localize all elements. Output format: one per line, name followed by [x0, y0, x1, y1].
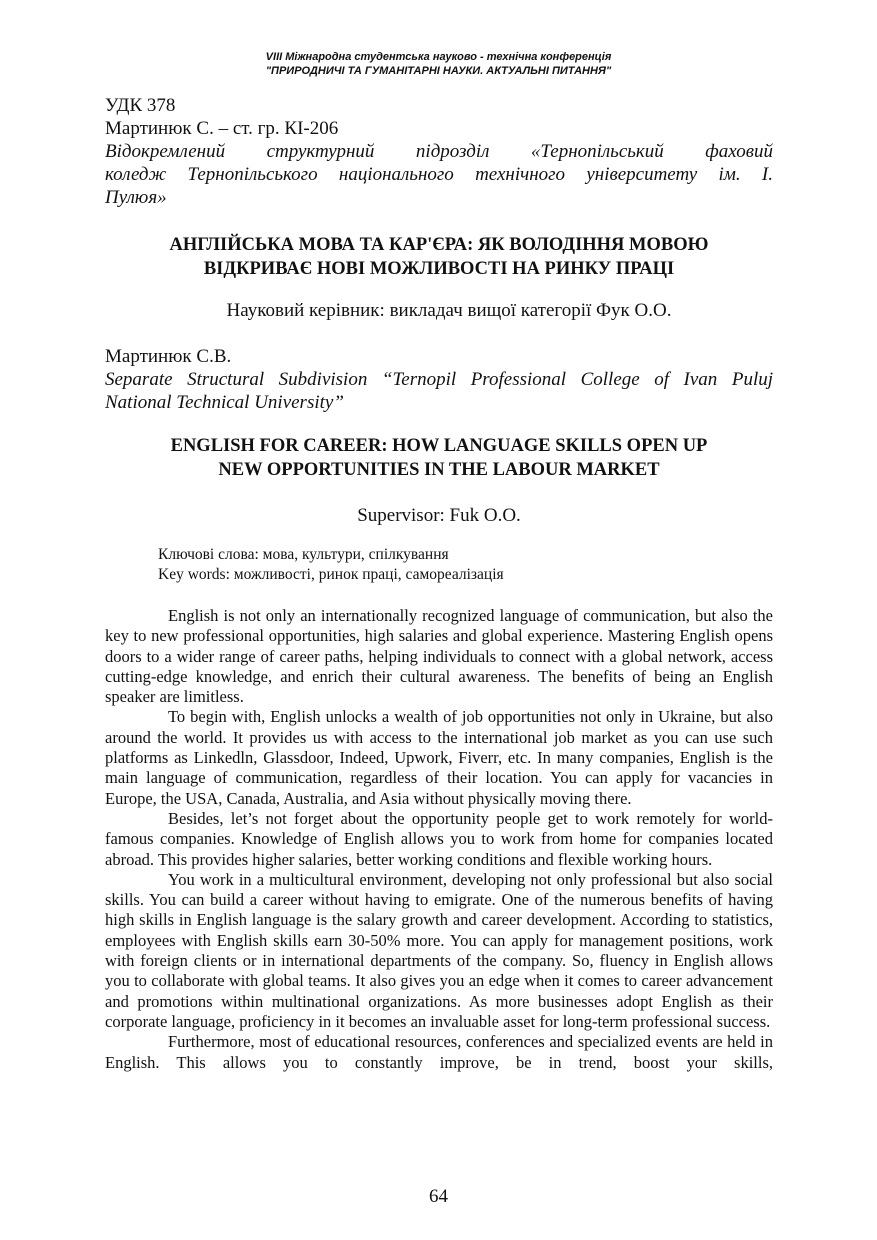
ukr-affiliation-line2: коледж Тернопільського національного технічного університету ім. І.: [105, 164, 773, 185]
eng-title: [105, 434, 773, 482]
eng-title-line1: ENGLISH FOR CAREER: HOW LANGUAGE SKILLS OPEN UP: [170, 436, 708, 456]
conference-header-line1: VIII Міжнародна студентська науково - технічна конференція: [265, 51, 612, 63]
body-paragraph-5: Furthermore, most of educational resources, conferences and specialized events are held in English. This allows you to constantly improve, be in trend, boost your skills,: [105, 1032, 773, 1072]
ukr-title-line1: АНГЛІЙСЬКА МОВА ТА КАР'ЄРА: ЯК ВОЛОДІННЯ МОВОЮ: [169, 235, 709, 255]
conference-header-line2: "ПРИРОДНИЧІ ТА ГУМАНІТАРНІ НАУКИ. АКТУАЛЬНІ ПИТАННЯ": [265, 65, 612, 77]
keywords-ukr: Ключові слова: мова, культури, спілкування: [158, 546, 449, 563]
keywords-eng: Key words: можливості, ринок праці, самореалізація: [158, 566, 504, 583]
eng-affiliation-line1: Separate Structural Subdivision “Ternopil Professional College of Ivan Puluj: [105, 369, 773, 390]
body-paragraph-1: English is not only an internationally recognized language of communication, but also the key to new professional opportunities, high salaries and global experience. Mastering English opens doors to a wider range of career paths, helping individuals to connect with a global network, access cutting-edge knowledge, and enrich their cultural awareness. The benefits of being an English speaker are limitless.: [105, 606, 773, 707]
eng-supervisor: Supervisor: Fuk O.O.: [357, 505, 521, 526]
ukr-affiliation-line3: Пулюя»: [105, 187, 167, 208]
ukr-author-block: [105, 94, 773, 209]
ukr-affiliation-line1: Відокремлений структурний підрозділ «Тернопільський фаховий: [105, 141, 773, 162]
article-body: [105, 606, 773, 1073]
keywords-block: [158, 545, 504, 585]
eng-author-block: [105, 345, 773, 414]
eng-affiliation-line2: National Technical University”: [105, 392, 344, 413]
udk-code: УДК 378: [105, 95, 176, 116]
body-paragraph-2: To begin with, English unlocks a wealth of job opportunities not only in Ukraine, but also around the world. It provides us with access to the international job market as you can use such platforms as Linkedln, Glassdoor, Indeed, Upwork, Fiverr, etc. In many companies, English is the main language of communication, regardless of their location. You can apply for vacancies in Europe, the USA, Canada, Australia, and Asia without physically moving there.: [105, 707, 773, 808]
ukr-author: Мартинюк С. – ст. гр. КІ-206: [105, 118, 339, 139]
page-number: 64: [429, 1186, 448, 1207]
ukr-title-line2: ВІДКРИВАЄ НОВІ МОЖЛИВОСТІ НА РИНКУ ПРАЦІ: [203, 259, 675, 279]
eng-author: Мартинюк С.В.: [105, 346, 232, 367]
ukr-supervisor: Науковий керівник: викладач вищої категорії Фук О.О.: [226, 300, 672, 321]
conference-header: [0, 50, 877, 78]
body-paragraph-4: You work in a multicultural environment, developing not only professional but also social skills. You can build a career without having to emigrate. One of the numerous benefits of having high skills in English language is the salary growth and career development. According to statistics, employees with English skills earn 30-50% more. You can apply for management positions, work with foreign clients or in international departments of the company. So, fluency in English allows you to collaborate with global teams. It also gives you an edge when it comes to career advancement and promotions within multinational organizations. As more businesses adopt English as their corporate language, proficiency in it becomes an invaluable asset for long-term professional success.: [105, 869, 773, 1031]
eng-title-line2: NEW OPPORTUNITIES IN THE LABOUR MARKET: [218, 460, 660, 480]
ukr-title: [105, 233, 773, 281]
body-paragraph-3: Besides, let’s not forget about the opportunity people get to work remotely for world-famous companies. Knowledge of English allows you to work from home for companies located abroad. This provides higher salaries, better working conditions and flexible working hours.: [105, 808, 773, 869]
